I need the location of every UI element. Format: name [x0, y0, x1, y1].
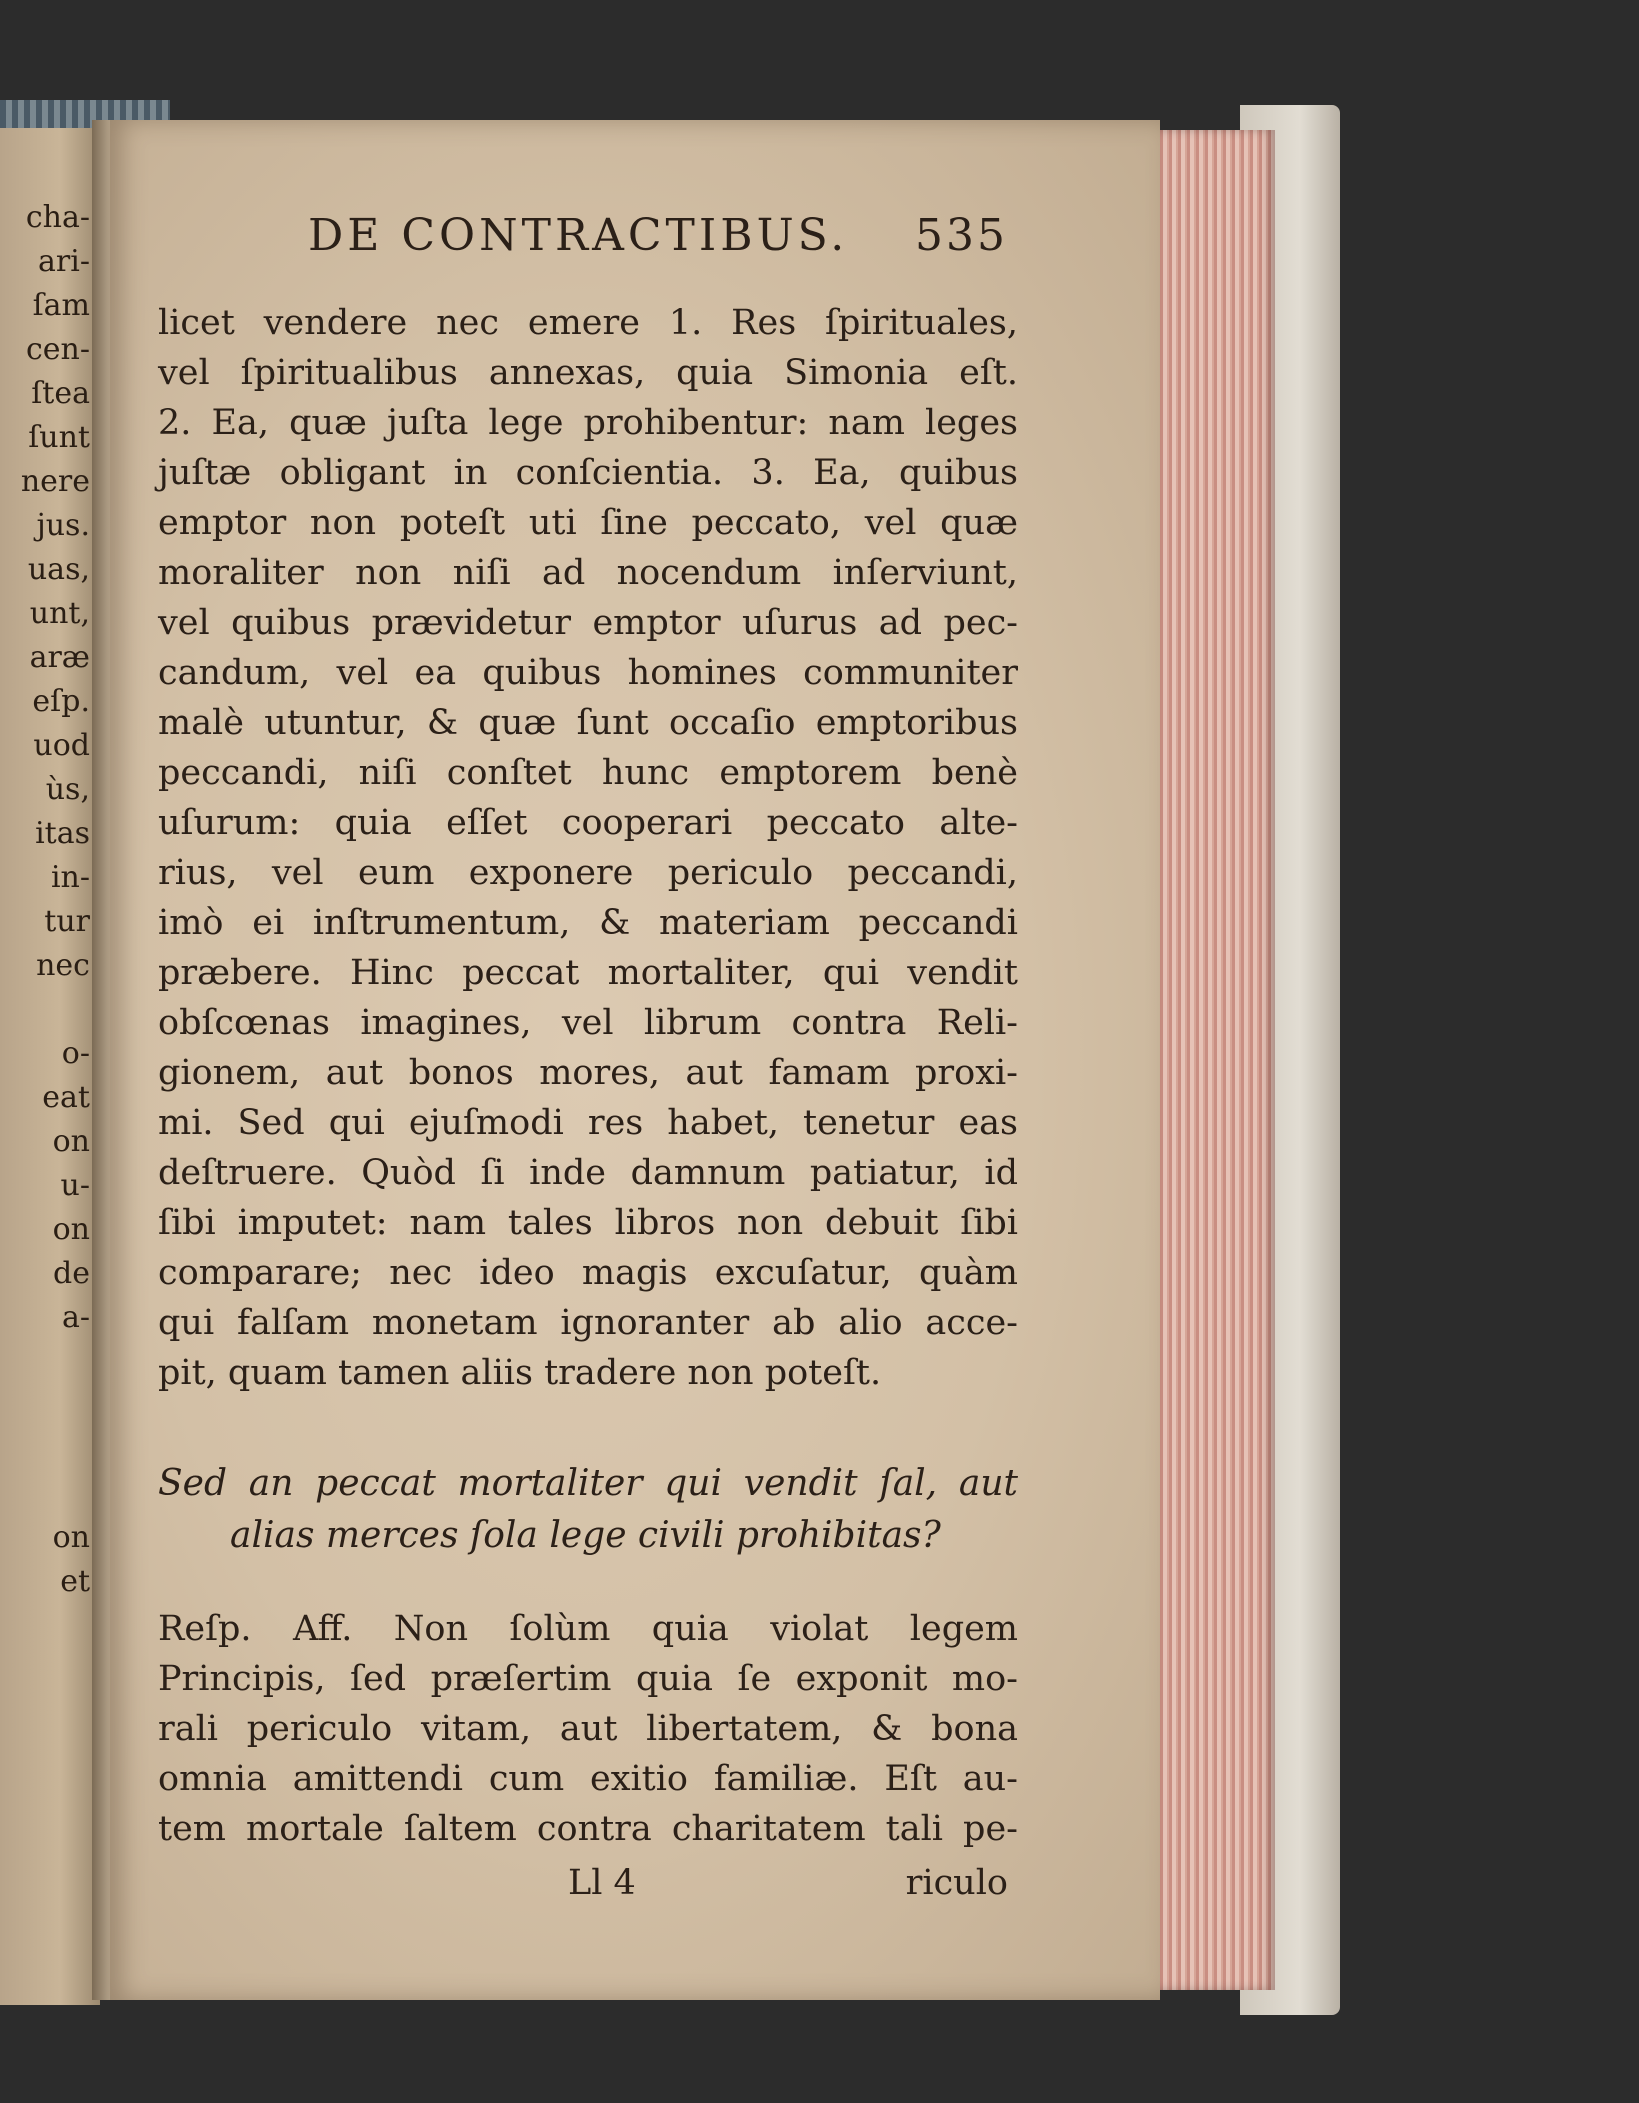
- body-line: emptor non poteſt uti ſine peccato, vel quæ: [158, 503, 1018, 543]
- left-page-fragment: eat: [42, 1080, 90, 1115]
- body-line: vel ſpiritualibus annexas, quia Simonia eſt.: [158, 353, 1018, 393]
- left-page-fragment: ſunt: [28, 420, 90, 455]
- left-page-fragment: jus.: [36, 508, 90, 543]
- left-page-fragment: cen-: [25, 332, 90, 367]
- left-page-fragment: tur: [44, 904, 90, 939]
- page-number: 535: [915, 210, 1008, 261]
- left-page-fragment: nere: [20, 464, 90, 499]
- body-line: imò ei inſtrumentum, & materiam peccandi: [158, 903, 1018, 943]
- left-page: [0, 115, 100, 2005]
- body-line: deſtruere. Quòd ſi inde damnum patiatur, id: [158, 1153, 1018, 1193]
- left-page-fragment: ari-: [38, 244, 90, 279]
- left-page-fragment: nec: [36, 948, 90, 983]
- body-line: gionem, aut bonos mores, aut famam proxi-: [158, 1053, 1018, 1093]
- left-page-fragment: ſtea: [31, 376, 90, 411]
- left-page-fragment: o-: [61, 1036, 90, 1071]
- body-line: qui falſam monetam ignoranter ab alio acce-: [158, 1303, 1018, 1343]
- left-page-fragment: de: [53, 1256, 90, 1291]
- answer-text: [158, 1604, 1018, 1854]
- body-line: licet vendere nec emere 1. Res ſpirituales,: [158, 303, 1018, 343]
- body-line: vel quibus prævidetur emptor uſurus ad pec-: [158, 603, 1018, 643]
- left-page-fragment: unt,: [29, 596, 90, 631]
- body-line: præbere. Hinc peccat mortaliter, qui vendit: [158, 953, 1018, 993]
- body-line: obſcœnas imagines, vel librum contra Reli-: [158, 1003, 1018, 1043]
- left-page-fragment: uod: [33, 728, 90, 763]
- running-head-title: DE CONTRACTIBUS.: [308, 210, 849, 261]
- left-page-fragment: u-: [60, 1168, 90, 1203]
- left-page-fragment: on: [52, 1212, 90, 1247]
- left-page-fragment: uas,: [27, 552, 90, 587]
- left-page-fragment: on: [52, 1124, 90, 1159]
- question-line: Sed an peccat mortaliter qui vendit ſal, aut: [158, 1463, 1018, 1504]
- body-line: comparare; nec ideo magis excuſatur, quàm: [158, 1253, 1018, 1293]
- left-page-fragment: cha-: [25, 200, 90, 235]
- body-line: uſurum: quia eſſet cooperari peccato alte-: [158, 803, 1018, 843]
- body-line: ſibi imputet: nam tales libros non debuit ſibi: [158, 1203, 1018, 1243]
- body-line: juſtæ obligant in conſcientia. 3. Ea, quibus: [158, 453, 1018, 493]
- running-head: [308, 210, 1008, 270]
- left-page-fragment: eſp.: [32, 684, 90, 719]
- signature-mark: Ll 4: [568, 1863, 636, 1903]
- body-line: rius, vel eum exponere periculo peccandi,: [158, 853, 1018, 893]
- answer-line: tem mortale ſaltem contra charitatem tali pe-: [158, 1809, 1018, 1849]
- left-page-fragment: aræ: [29, 640, 90, 675]
- left-page-fragment: ſam: [32, 288, 90, 323]
- answer-line: Principis, ſed præſertim quia ſe exponit mo-: [158, 1659, 1018, 1699]
- page-edges: [1160, 130, 1275, 1990]
- body-line: candum, vel ea quibus homines communiter: [158, 653, 1018, 693]
- left-page-fragment: et: [60, 1564, 90, 1599]
- body-line: 2. Ea, quæ juſta lege prohibentur: nam leges: [158, 403, 1018, 443]
- left-page-fragment: on: [52, 1520, 90, 1555]
- body-line: mi. Sed qui ejuſmodi res habet, tenetur eas: [158, 1103, 1018, 1143]
- answer-line: rali periculo vitam, aut libertatem, & bona: [158, 1709, 1018, 1749]
- body-line: pit, quam tamen aliis tradere non poteſt.: [158, 1353, 882, 1393]
- body-line: malè utuntur, & quæ ſunt occaſio emptoribus: [158, 703, 1018, 743]
- question: [158, 1458, 1018, 1562]
- question-line: alias merces ſola lege civili prohibitas?: [230, 1515, 941, 1556]
- left-page-fragment: in-: [50, 860, 90, 895]
- answer-line: Reſp. Aff. Non ſolùm quia violat legem: [158, 1609, 1018, 1649]
- answer-line: omnia amittendi cum exitio familiæ. Eſt au-: [158, 1759, 1018, 1799]
- body-text: [158, 298, 1018, 1398]
- left-page-fragment: ùs,: [45, 772, 90, 807]
- body-line: peccandi, niſi conſtet hunc emptorem benè: [158, 753, 1018, 793]
- page-text: [158, 210, 1018, 1908]
- catchword: riculo: [905, 1863, 1008, 1903]
- left-page-fragment: a-: [61, 1300, 90, 1335]
- body-line: moraliter non niſi ad nocendum inſerviunt,: [158, 553, 1018, 593]
- left-page-fragment: itas: [35, 816, 90, 851]
- page-footer: [568, 1858, 1008, 1908]
